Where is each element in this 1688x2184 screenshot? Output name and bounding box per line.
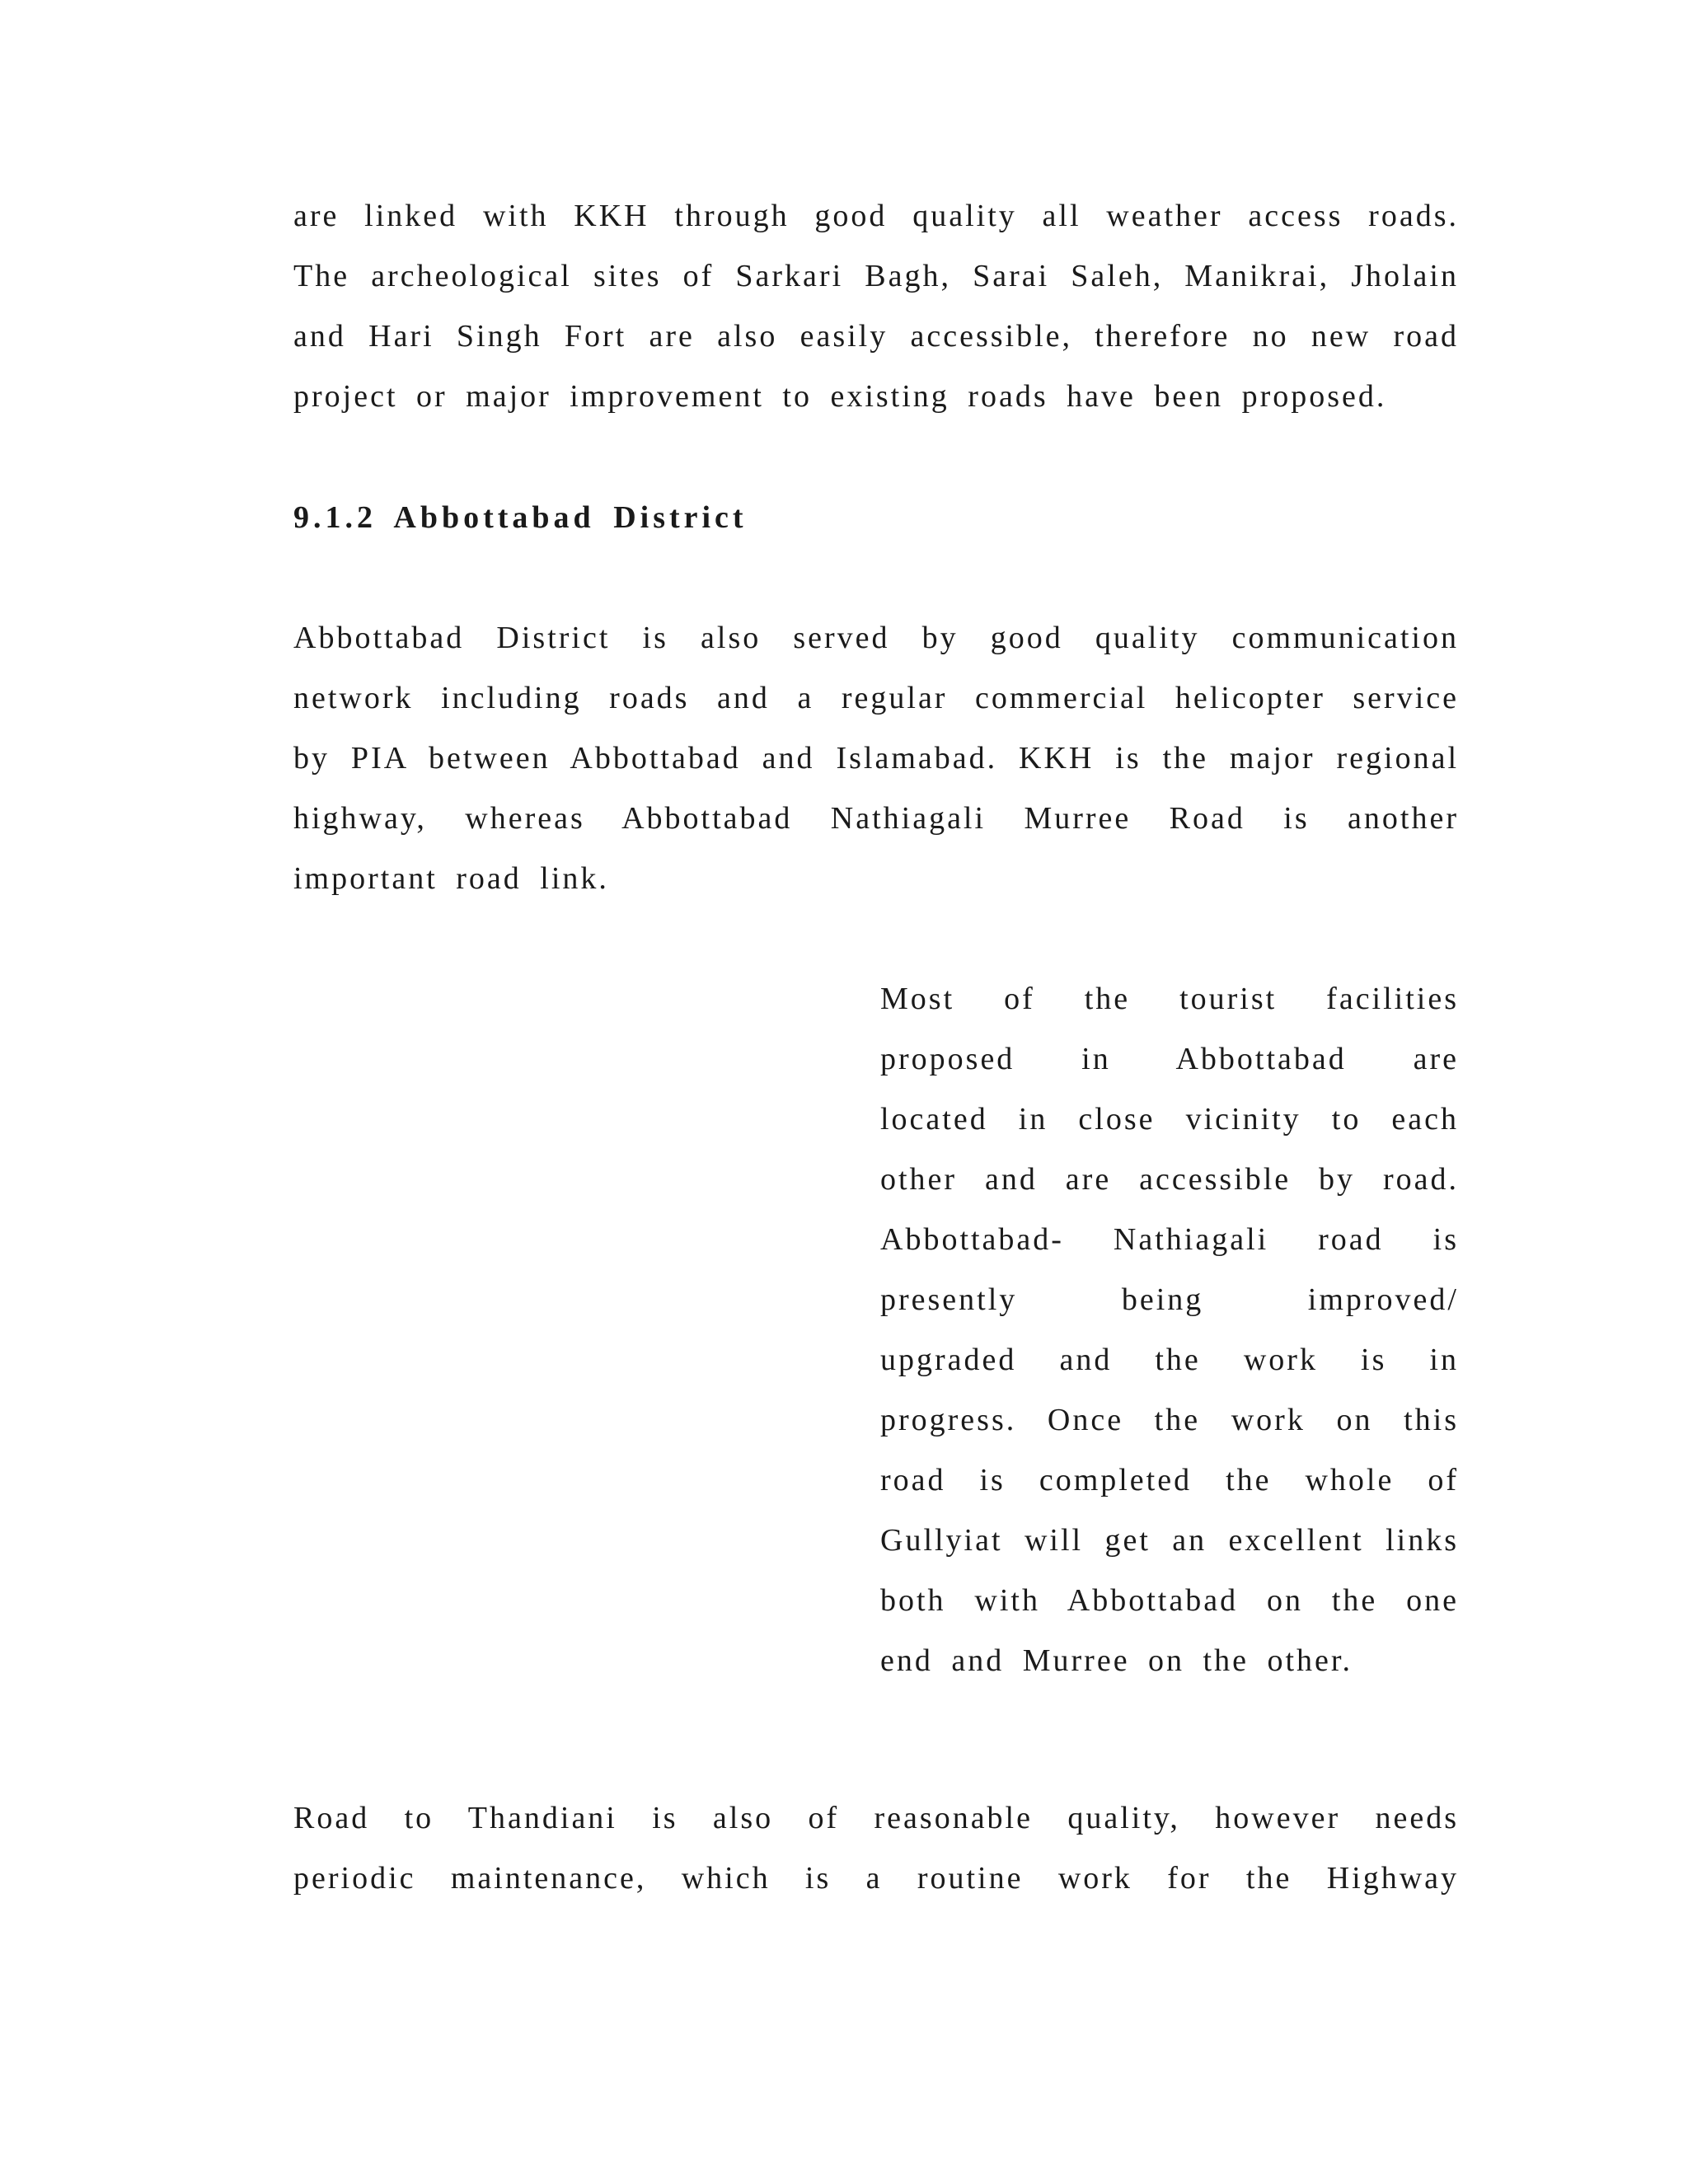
- section-heading: 9.1.2 Abbottabad District: [293, 500, 748, 535]
- column-line-10: Gullyiat will get an excellent links: [880, 1523, 1459, 1558]
- column-line-9: road is completed the whole of: [880, 1463, 1459, 1497]
- district-line-1: Abbottabad District is also served by good quality communication: [293, 621, 1459, 655]
- intro-line-1: are linked with KKH through good quality all weather access roads.: [293, 199, 1459, 233]
- district-line-3: by PIA between Abbottabad and Islamabad. KKH is the major regional: [293, 741, 1459, 776]
- column-line-4: other and are accessible by road.: [880, 1162, 1459, 1197]
- column-line-7: upgraded and the work is in: [880, 1343, 1459, 1377]
- district-line-2: network including roads and a regular commercial helicopter service: [293, 681, 1459, 715]
- intro-line-4: project or major improvement to existing roads have been proposed.: [293, 379, 1387, 414]
- thandiani-line-2: periodic maintenance, which is a routine work for the Highway: [293, 1861, 1459, 1896]
- column-line-11: both with Abbottabad on the one: [880, 1583, 1459, 1618]
- column-line-8: progress. Once the work on this: [880, 1403, 1459, 1437]
- column-line-3: located in close vicinity to each: [880, 1102, 1459, 1137]
- intro-line-3: and Hari Singh Fort are also easily accessible, therefore no new road: [293, 319, 1459, 354]
- column-line-5: Abbottabad- Nathiagali road is: [880, 1222, 1459, 1257]
- district-line-4: highway, whereas Abbottabad Nathiagali Murree Road is another: [293, 801, 1459, 836]
- column-line-1: Most of the tourist facilities: [880, 982, 1459, 1016]
- intro-line-2: The archeological sites of Sarkari Bagh, Sarai Saleh, Manikrai, Jholain: [293, 259, 1459, 293]
- column-line-6: presently being improved/: [880, 1282, 1459, 1317]
- district-line-5: important road link.: [293, 861, 609, 896]
- column-line-12: end and Murree on the other.: [880, 1643, 1353, 1678]
- thandiani-line-1: Road to Thandiani is also of reasonable quality, however needs: [293, 1801, 1459, 1835]
- column-line-2: proposed in Abbottabad are: [880, 1042, 1459, 1076]
